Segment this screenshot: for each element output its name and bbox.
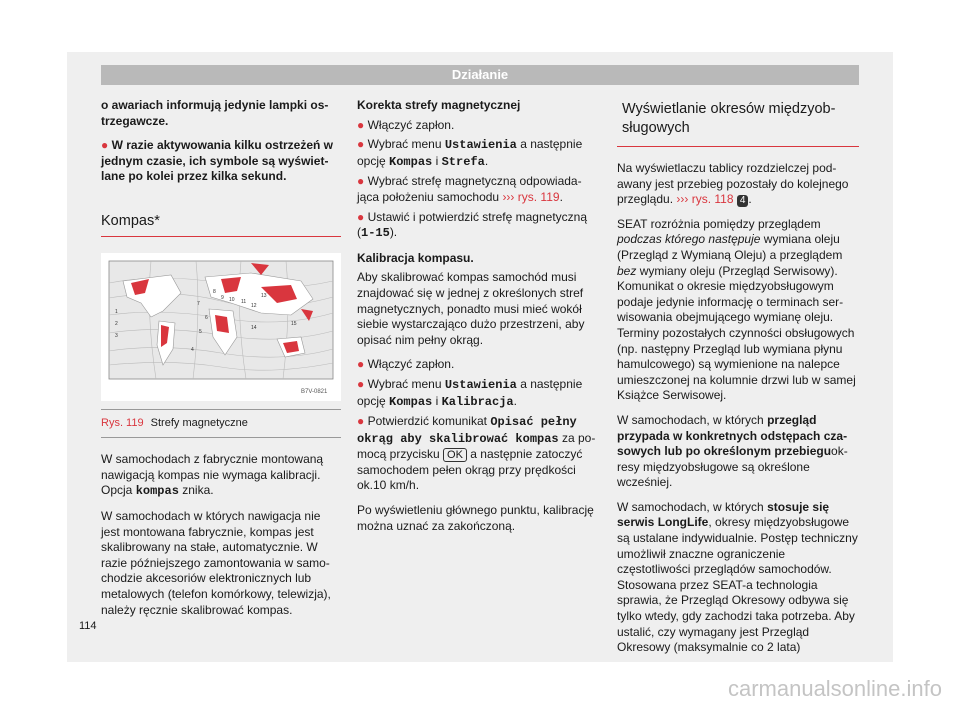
svg-text:4: 4 (191, 346, 194, 353)
bullet-icon: ● (357, 376, 365, 391)
text-run: wymiana oleju (Przegląd z Wymianą Oleju) a przeglądem (617, 232, 843, 262)
world-map-image (101, 253, 341, 401)
figure-caption (101, 409, 341, 439)
italic-run: podczas którego następuje (617, 232, 761, 247)
code-zone-range: 1-15 (361, 226, 390, 241)
figure-reference-link[interactable]: ››› rys. 118 (676, 192, 734, 207)
step-text: Włączyć zapłon. (367, 357, 455, 372)
paragraph-service-4 (617, 500, 859, 656)
svg-text:6: 6 (205, 314, 208, 321)
step-menu-strefa (357, 137, 597, 170)
step-menu-kalibracja (357, 377, 597, 410)
column-middle (357, 98, 597, 543)
bullet-icon: ● (357, 137, 365, 152)
page-header: Działanie (101, 65, 859, 85)
text-run: Ustawić i potwierdzić strefę magnetyczną ( (357, 209, 588, 240)
text-run: za pomocą przycisku (357, 430, 596, 462)
figure-caption-text: Strefy magnetyczne (150, 416, 248, 429)
svg-text:5: 5 (199, 328, 202, 335)
text-run: . (484, 153, 489, 168)
paragraph-service-2 (617, 217, 859, 404)
paragraph-kompas-1 (101, 452, 341, 500)
text-run: . (748, 192, 752, 207)
svg-text:7: 7 (197, 300, 200, 307)
paragraph-service-1 (617, 161, 859, 208)
paragraph-service-3 (617, 413, 859, 491)
text-run: a następnie opcję (357, 376, 583, 408)
step-ignition-1 (357, 118, 597, 134)
text-run: i (432, 153, 442, 168)
page-number: 114 (79, 620, 97, 632)
step-confirm-message (357, 414, 597, 494)
figure-number: Rys. 119 (101, 416, 144, 429)
text-run: Potwierdzić komunikat (367, 414, 491, 429)
svg-text:11: 11 (241, 298, 247, 305)
column-right (617, 92, 859, 665)
step-select-zone (357, 174, 597, 205)
bullet-icon: ● (101, 138, 109, 153)
figure-magnetic-zones (101, 253, 341, 439)
code-message: Opisać pełny okrąg aby skalibrować kompas (357, 415, 577, 446)
bold-run: stosuje się serwis LongLife (617, 499, 830, 530)
text-run: SEAT rozróżnia pomiędzy przeglądem (617, 216, 821, 231)
warning-bullet-text: W razie aktywowania kilku ostrzeżeń w jednym czasie, ich symbole są wyświetlane po kolei przez kilka sekund. (101, 138, 333, 184)
code-strefa: Strefa (441, 154, 485, 169)
section-title-service-intervals: Wyświetlanie okresów międzyobsługowych (617, 92, 859, 147)
heading-correction: Korekta strefy magnetycznej (357, 98, 521, 112)
step-text: Włączyć zapłon. (367, 117, 455, 132)
code-kompas: Kompas (389, 154, 433, 169)
heading-calibration: Kalibracja kompasu. (357, 250, 474, 265)
svg-text:9: 9 (221, 294, 224, 301)
svg-text:3: 3 (115, 332, 118, 339)
svg-text:10: 10 (229, 296, 235, 303)
code-ustawienia: Ustawienia (444, 138, 517, 153)
svg-text:1: 1 (115, 308, 118, 315)
paragraph-calibration: Aby skalibrować kompas samochód musi znajdować się w jednej z określonych stref magnetycznych, ponadto musi mieć wokół siebie wystarczająco dużo przestrzeni, aby opisać nim pełny okrąg. (357, 270, 585, 347)
text-run: , okresy międzyobsługowe są ustalane indywidualnie. Postęp techniczny umożliwił znaczne ograniczenie częstotliwości przeglądów samochodów. Stosowana przez SEAT-a technologia sprawia, że Przegląd Okresowy odbywa się tylko wtedy, gdy zachodzi taka potrzeba. Aby ustalić, czy wymagany jest Przegląd Okresowy (maksymalnie co 2 lata) (617, 515, 858, 655)
paragraph-calibration-done: Po wyświetleniu głównego punktu, kalibrację można uznać za zakończoną. (357, 503, 594, 533)
svg-text:12: 12 (251, 302, 257, 309)
magnetic-zones-map (101, 253, 341, 401)
text-run: . (559, 189, 563, 204)
text-run: i (432, 393, 442, 408)
svg-text:8: 8 (213, 288, 216, 295)
ok-button-icon: OK (443, 448, 467, 462)
text-run: W samochodach z fabrycznie montowaną nawigacją kompas nie wymaga kalibracji. Opcja (101, 452, 324, 498)
intro-text: o awariach informują jedynie lampki ostrzegawcze. (101, 98, 329, 128)
svg-text:14: 14 (251, 324, 257, 331)
code-kompas: kompas (135, 484, 179, 499)
code-kalibracja: Kalibracja (441, 394, 514, 409)
figure-code: B7V-0821 (301, 388, 328, 395)
step-confirm-zone (357, 210, 597, 242)
text-run: a następnie zatoczyć samochodem pełen okrąg przy prędkości ok.10 km/h. (357, 447, 583, 493)
svg-text:2: 2 (115, 320, 118, 327)
text-run: . (513, 393, 517, 408)
callout-number-icon: 4 (737, 195, 749, 207)
watermark: carmanualsonline.info (727, 676, 942, 701)
bullet-icon: ● (357, 414, 365, 429)
text-run: Wybrać menu (367, 137, 445, 152)
text-run: Wybrać strefę magnetyczną odpowiadająca położeniu samochodu (357, 174, 582, 204)
text-run: Na wyświetlaczu tablicy rozdzielczej podawany jest przebieg pozostały do kolejnego przeglądu. (617, 161, 849, 207)
italic-run: bez (617, 263, 637, 278)
bold-run: przegląd przypada w konkretnych odstępach czasowych lub po określonym przebiegu (617, 412, 848, 459)
bullet-icon: ● (357, 357, 365, 372)
bullet-icon: ● (357, 209, 365, 224)
text-run: W samochodach, w których (617, 499, 768, 514)
section-title-kompas: Kompas* (101, 214, 341, 237)
code-ustawienia: Ustawienia (444, 377, 517, 392)
column-left (101, 98, 341, 627)
text-run: Wybrać menu (367, 376, 445, 391)
svg-text:13: 13 (261, 292, 267, 299)
warning-bullet (101, 138, 341, 185)
paragraph-kompas-2: W samochodach w których nawigacja nie jest montowana fabrycznie, kompas jest skalibrowany na stałe, automatycznie. W razie późniejszego zamontowania w samochodzie akcesoriów elektronicznych lub metalowych (telefon komórkowy, telewizja), należy ręcznie skalibrować kompas. (101, 508, 331, 617)
text-run: wymiany oleju (Przegląd Serwisowy). Komunikat o okresie międzyobsługowym podaje jedynie informację o terminach serwisowania obejmującego wymianę oleju. Terminy pozostałych czynności obsługowych (np. następny Przegląd lub wymiana płynu hamulcowego) są wymienione na nalepce umieszczonej na kolumnie drzwi lub w samej Książce Serwisowej. (617, 263, 856, 403)
bullet-icon: ● (357, 117, 365, 132)
step-ignition-2 (357, 357, 597, 373)
svg-text:15: 15 (291, 320, 297, 327)
text-run: a następnie opcję (357, 137, 583, 168)
text-run: ). (389, 225, 398, 240)
code-kompas: Kompas (389, 394, 433, 409)
text-run: W samochodach, w których (617, 412, 768, 427)
figure-reference-link[interactable]: ››› rys. 119 (502, 189, 560, 204)
text-run: znika. (178, 483, 214, 498)
bullet-icon: ● (357, 174, 365, 189)
text-run: okresy międzyobsługowe są określone wcześniej. (617, 444, 848, 490)
